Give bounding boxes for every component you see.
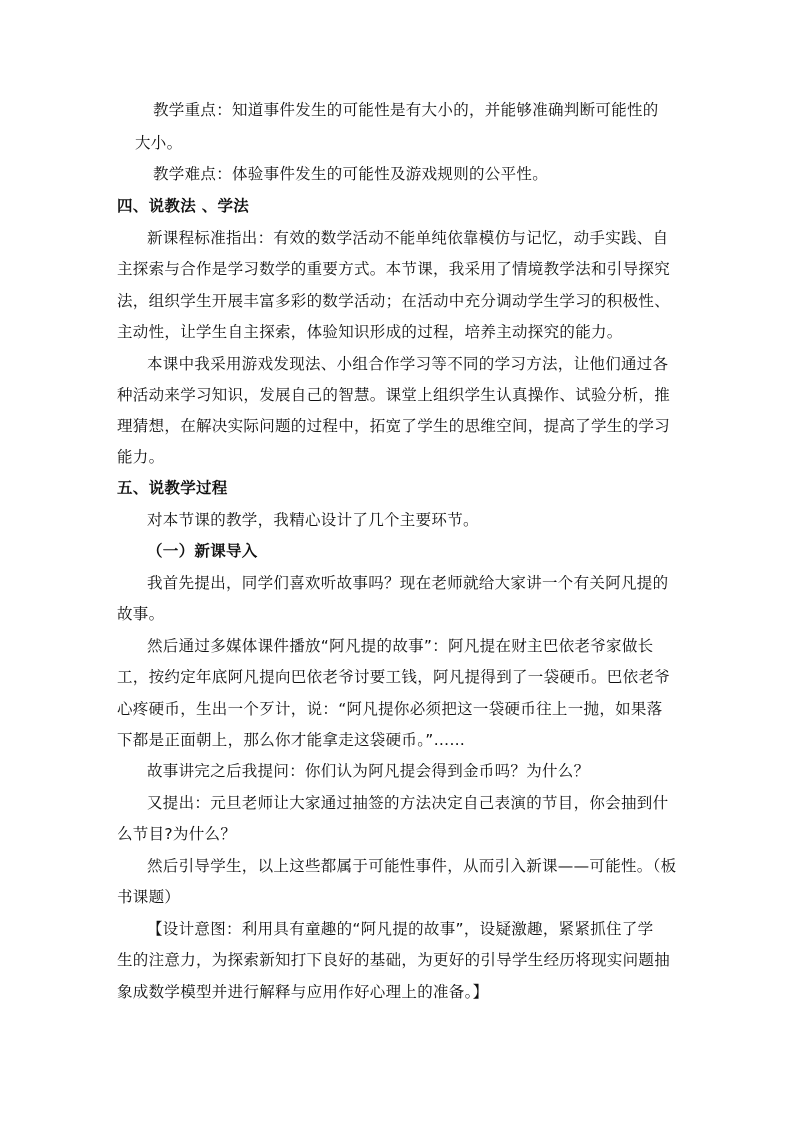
paragraph-line: 心疼硬币，生出一个歹计，说：“阿凡提你必须把这一袋硬币往上一抛，如果落 — [117, 700, 663, 718]
paragraph-line: 主探索与合作是学习数学的重要方式。本节课，我采用了情境教学法和引导探究 — [117, 260, 671, 278]
section-heading-methods: 四、说教法 、学法 — [117, 197, 250, 215]
subsection-heading-intro: （一）新课导入 — [147, 542, 258, 560]
paragraph-line: 法，组织学生开展丰富多彩的数学活动；在活动中充分调动学生学习的积极性、 — [117, 292, 671, 310]
paragraph-line: 新课程标准指出：有效的数学活动不能单纯依靠模仿与记忆，动手实践、自 — [147, 229, 669, 247]
paragraph-line: 故事。 — [117, 605, 165, 623]
paragraph-line: 书课题） — [117, 888, 181, 906]
paragraph-line: 然后通过多媒体课件播放“阿凡提的故事”：阿凡提在财主巴依老爷家做长 — [147, 637, 654, 655]
paragraph-line: 我首先提出，同学们喜欢听故事吗？现在老师就给大家讲一个有关阿凡提的 — [147, 574, 669, 592]
difficulty-line: 教学难点：体验事件发生的可能性及游戏规则的公平性。 — [153, 165, 549, 183]
key-point-line-2: 大小。 — [135, 134, 183, 152]
paragraph-line: 能力。 — [117, 448, 165, 466]
paragraph-line: 本课中我采用游戏发现法、小组合作学习等不同的学习方法，让他们通过各 — [147, 355, 669, 373]
paragraph-line: 么节目?为什么？ — [117, 825, 237, 843]
section-heading-process: 五、说教学过程 — [117, 479, 228, 497]
paragraph-line: 对本节课的教学，我精心设计了几个主要环节。 — [147, 511, 479, 529]
paragraph-line: 主动性，让学生自主探索，体验知识形成的过程，培养主动探究的能力。 — [117, 323, 623, 341]
design-intent-line: 生的注意力，为探索新知打下良好的基础，为更好的引导学生经历将现实问题抽 — [117, 951, 671, 969]
paragraph-line: 理猜想，在解决实际问题的过程中，拓宽了学生的思维空间，提高了学生的学习 — [117, 417, 671, 435]
paragraph-line: 工，按约定年底阿凡提向巴依老爷讨要工钱，阿凡提得到了一袋硬币。巴依老爷 — [117, 668, 671, 686]
paragraph-line: 然后引导学生，以上这些都属于可能性事件，从而引入新课——可能性。（板 — [147, 857, 677, 875]
paragraph-line: 又提出：元旦老师让大家通过抽签的方法决定自己表演的节目，你会抽到什 — [147, 794, 669, 812]
design-intent-line: 象成数学模型并进行解释与应用作好心理上的准备。】 — [117, 983, 489, 1001]
design-intent-line: 【设计意图：利用具有童趣的“阿凡提的故事”，设疑激趣，紧紧抓住了学 — [147, 920, 654, 938]
paragraph-line: 下都是正面朝上，那么你才能拿走这袋硬币。”…… — [117, 731, 466, 749]
paragraph-line: 种活动来学习知识，发展自己的智慧。课堂上组织学生认真操作、试验分析，推 — [117, 386, 671, 404]
paragraph-line: 故事讲完之后我提问：你们认为阿凡提会得到金币吗？为什么？ — [147, 762, 590, 780]
key-point-line-1: 教学重点：知道事件发生的可能性是有大小的，并能够准确判断可能性的 — [153, 101, 659, 119]
